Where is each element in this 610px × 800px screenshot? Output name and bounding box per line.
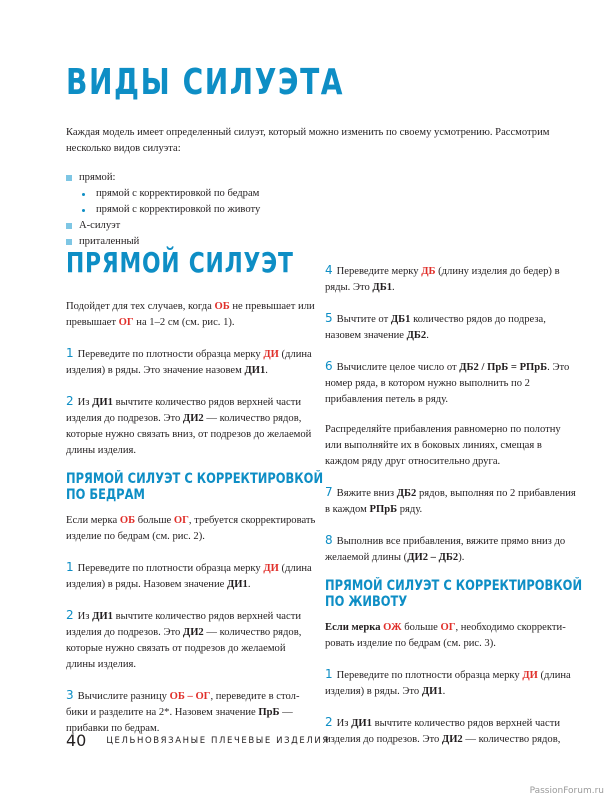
page-footer <box>66 731 330 750</box>
distribution-paragraph: Распределяйте прибавления равномерно по полотну или выполняйте их в боковых линиях, смещая в каждом ряду друг относительно друга. <box>325 424 561 467</box>
step-8: 8 Выполнив все прибавления, вяжите прямо вниз до желаемой длины (ДИ2 – ДБ2). <box>325 533 566 563</box>
section-heading-belly: ПРЯМОЙ СИЛУЭТ С КОРРЕКТИРОВКОЙ ПО ЖИВОТУ <box>325 578 583 610</box>
list-item: прямой: <box>66 170 260 186</box>
silhouette-types-list <box>66 170 260 250</box>
step-2: 2 Из ДИ1 вычтите количество рядов верхней части изделия до подрезов. Это ДИ2 — количество рядов, <box>325 715 561 745</box>
section-intro: Если мерка ОБ больше ОГ, требуется скорректировать изделие по бедрам (см. рис. 2). <box>66 515 316 542</box>
dot-bullet-icon <box>82 193 85 196</box>
section-heading-hips: ПРЯМОЙ СИЛУЭТ С КОРРЕКТИРОВКОЙ ПО БЕДРАМ <box>66 471 324 503</box>
step-5: 5 Вычтите от ДБ1 количество рядов до подреза, назовем значение ДБ2. <box>325 311 546 341</box>
square-bullet-icon <box>66 239 72 245</box>
step-1: 1 Переведите по плотности образца мерку ДИ (длина изделия) в ряды. Это значение назовем ДИ1. <box>66 346 312 376</box>
step-3: 3 Вычислите разницу ОБ – ОГ, переведите в столбики и разделите на 2*. Назовем значение ПрБ — прибавки по бедрам. <box>66 688 300 734</box>
page-number: 40 <box>66 731 87 750</box>
step-7: 7 Вяжите вниз ДБ2 рядов, выполняя по 2 прибавления в каждом РПрБ ряду. <box>325 485 576 515</box>
step-2: 2 Из ДИ1 вычтите количество рядов верхней части изделия до подрезов. Это ДИ2 — количество рядов, которые нужно связать вниз, от подрезов до желаемой длины изделия. <box>66 394 312 456</box>
step-4: 4 Переведите мерку ДБ (длину изделия до бедер) в ряды. Это ДБ1. <box>325 263 560 293</box>
running-head: ЦЕЛЬНОВЯЗАНЫЕ ПЛЕЧЕВЫЕ ИЗДЕЛИЯ <box>106 735 330 746</box>
list-item: прямой с корректировкой по бедрам <box>66 186 260 202</box>
list-item: А-силуэт <box>66 218 260 234</box>
section-intro: Если мерка ОЖ больше ОГ, необходимо скорректировать изделие по бедрам (см. рис. 3). <box>325 622 566 649</box>
list-item: прямой с корректировкой по животу <box>66 202 260 218</box>
square-bullet-icon <box>66 223 72 229</box>
step-1: 1 Переведите по плотности образца мерку ДИ (длина изделия) в ряды. Назовем значение ДИ1. <box>66 560 312 590</box>
step-2: 2 Из ДИ1 вычтите количество рядов верхней части изделия до подрезов. Это ДИ2 — количество рядов, которые нужно связать от подрезов до желаемой длины изделия. <box>66 608 302 670</box>
list-item: приталенный <box>66 234 260 250</box>
section-heading-straight: ПРЯМОЙ СИЛУЭТ <box>66 246 294 279</box>
page-title: ВИДЫ СИЛУЭТА <box>66 62 345 103</box>
square-bullet-icon <box>66 175 72 181</box>
step-1: 1 Переведите по плотности образца мерку ДИ (длина изделия) в ряды. Это ДИ1. <box>325 667 571 697</box>
step-6: 6 Вычислите целое число от ДБ2 / ПрБ = РПрБ. Это номер ряда, в котором нужно выполнить по 2 прибавления петель в ряду. <box>325 359 570 405</box>
watermark: PassionForum.ru <box>529 786 604 796</box>
left-column <box>66 246 324 737</box>
intro-paragraph: Каждая модель имеет определенный силуэт, который можно изменить по своему усмотрению. Рассмотрим несколько видов силуэта: <box>66 127 550 154</box>
dot-bullet-icon <box>82 209 85 212</box>
right-column <box>325 262 583 748</box>
section-intro: Подойдет для тех случаев, когда ОБ не превышает или превышает ОГ на 1–2 см (см. рис. 1). <box>66 301 315 328</box>
